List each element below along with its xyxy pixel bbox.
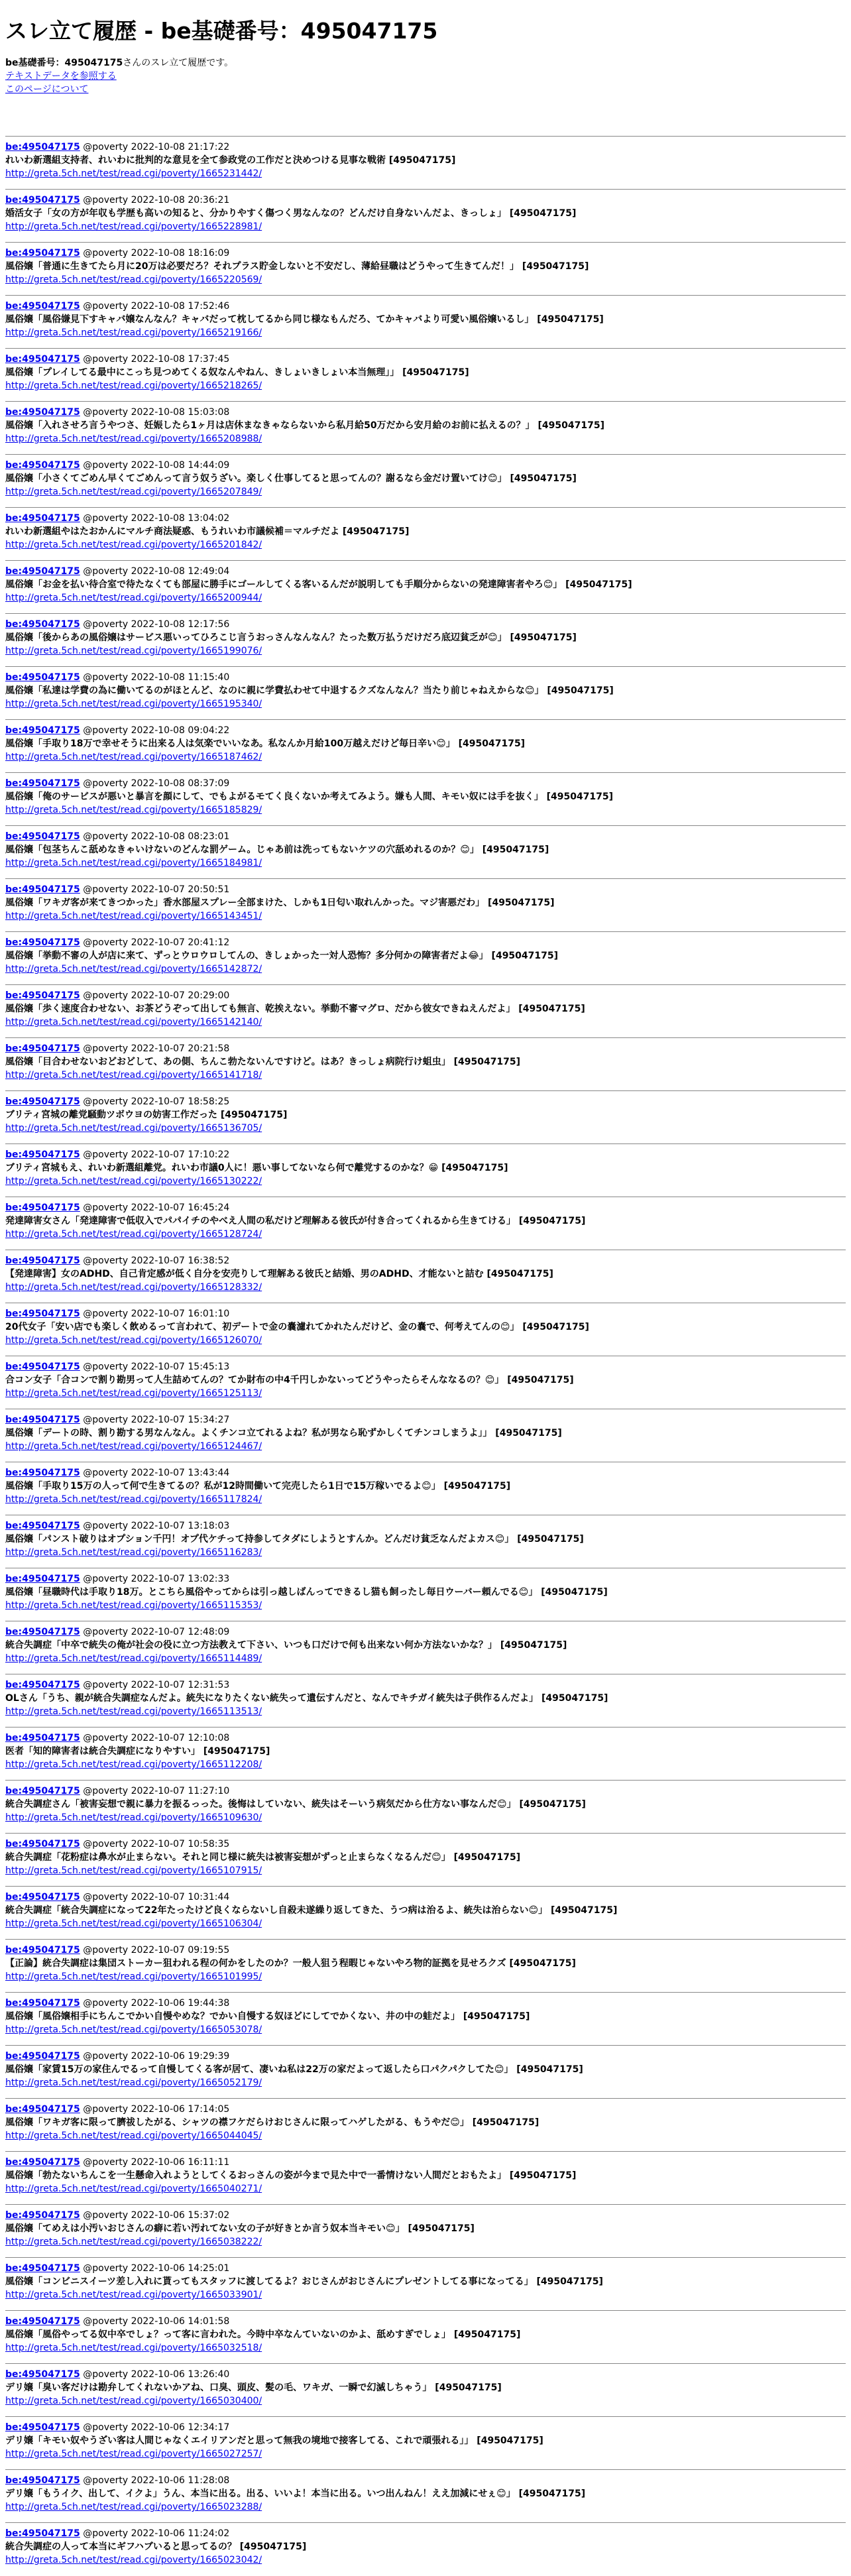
- page: [0, 18, 851, 2575]
- entry-header: [5, 830, 846, 843]
- be-id-link[interactable]: be:495047175: [5, 619, 80, 630]
- entry-meta: @poverty 2022-10-08 11:15:40: [83, 672, 230, 683]
- entry-meta: @poverty 2022-10-08 21:17:22: [83, 142, 230, 152]
- be-id-link[interactable]: be:495047175: [5, 1627, 80, 1637]
- thread-entry: [5, 825, 846, 878]
- entry-header: [5, 565, 846, 578]
- thread-entry: [5, 1780, 846, 1833]
- entry-meta: @poverty 2022-10-08 12:17:56: [83, 619, 230, 630]
- entry-header: [5, 2474, 846, 2487]
- entry-header: [5, 936, 846, 949]
- be-id-link[interactable]: be:495047175: [5, 2210, 80, 2221]
- entry-title: デリ嬢「キモい奴やうざい客は人間じゃなくエイリアンだと思って無我の境地で接客してる、これで頑張れる」」 [495047175]: [5, 2435, 543, 2446]
- be-info-label: be基礎番号：: [5, 57, 65, 68]
- be-id-link[interactable]: be:495047175: [5, 301, 80, 312]
- entry-title: 婚活女子「女の方が年収も学歴も高いの知ると、分かりやすく傷つく男なんなの？どんだけ自身ないんだよ、きっしょ」 [495047175]: [5, 208, 577, 219]
- entry-title: 風俗嬢「小さくてごめん早くてごめんって言う奴うざい。楽しく仕事してると思ってんの？謝るなら金だけ置いてけ😊」 [495047175]: [5, 473, 577, 484]
- entry-header: [5, 194, 846, 207]
- be-id-link[interactable]: be:495047175: [5, 937, 80, 948]
- entry-title: 風俗嬢「俺のサービスが悪いと暴言を顔にして、でもよがるモてく良くないか考えてみよう。嫌も人間、キモい奴には手を抜く」 [495047175]: [5, 791, 614, 802]
- entry-title: ブリティ宮城もえ、れいわ新選組離党。れいわ市議0人に！悪い事してないなら何で離党するのかな？😁 [495047175]: [5, 1163, 508, 1173]
- entry-meta: @poverty 2022-10-07 13:02:33: [83, 1574, 230, 1584]
- entry-title: デリ嬢「臭い客だけは勘弁してくれないかアね、口臭、頭皮、髪の毛、ワキガ、一瞬で幻滅しちゃう」 [495047175]: [5, 2382, 502, 2393]
- entry-title: 医者「知的障害者は統合失調症になりやすい」 [495047175]: [5, 1746, 270, 1757]
- thread-entry: [5, 2045, 846, 2098]
- thread-entry: [5, 1515, 846, 1568]
- thread-url-link[interactable]: http://greta.5ch.net/test/read.cgi/poverty/1665107915/: [5, 1865, 262, 1876]
- entry-title: 風俗嬢「コンビニスイーツ差し入れに貰ってもスタッフに渡してるよ？おじさんがおじさんにプレゼントしてる事になってる」 [495047175]: [5, 2276, 603, 2287]
- entry-title: 風俗嬢「後からあの風俗嬢はサービス悪いってひろこじ言うおっさんなんなん？たった数万払うだけだろ底辺貧乏が😊」 [495047175]: [5, 632, 577, 643]
- be-id-link[interactable]: be:495047175: [5, 1468, 80, 1478]
- thread-entry: [5, 1037, 846, 1090]
- entry-meta: @poverty 2022-10-06 17:14:05: [83, 2104, 230, 2115]
- be-id-link[interactable]: be:495047175: [5, 1680, 80, 1690]
- be-id-link[interactable]: be:495047175: [5, 1043, 80, 1054]
- entry-title: 風俗嬢「プレイしてる最中にこっち見つめてくる奴なんやねん、きしょいきしょい本当無理」」 [495047175]: [5, 367, 469, 378]
- be-id-link[interactable]: be:495047175: [5, 1202, 80, 1213]
- be-id-link[interactable]: be:495047175: [5, 1839, 80, 1849]
- be-id-link[interactable]: be:495047175: [5, 1415, 80, 1425]
- be-id-link[interactable]: be:495047175: [5, 1574, 80, 1584]
- entry-header: [5, 671, 846, 684]
- entry-title: 【発達障害】女のADHD、自己肯定感が低く自分を安売りして理解ある彼氏と結婚、男のADHD、才能ないと詰む [495047175]: [5, 1269, 553, 1279]
- be-id-link[interactable]: be:495047175: [5, 990, 80, 1001]
- entry-title: 風俗嬢「包茎ちんこ舐めなきゃいけないのどんな罰ゲーム。じゃあ前は洗ってもないケツの穴舐めれるのか？😊」 [495047175]: [5, 845, 549, 855]
- page-header: [5, 18, 846, 136]
- entry-title: 風俗嬢「手取り15万の人って何で生きてるの？私が12時間働いて完売したら1日で15万稼いでるよ😊」 [495047175]: [5, 1481, 511, 1492]
- thread-entry: [5, 1409, 846, 1462]
- thread-url-link[interactable]: http://greta.5ch.net/test/read.cgi/poverty/1665228981/: [5, 221, 262, 232]
- thread-entry: [5, 2469, 846, 2522]
- entry-title: 風俗嬢「昼職時代は手取り18万。とこちら風俗やってからは引っ越しばんってできるし猫も飼ったし毎日ウーバー頼んでる😊」 [495047175]: [5, 1587, 608, 1598]
- entry-meta: @poverty 2022-10-08 08:23:01: [83, 831, 230, 842]
- entry-header: [5, 1519, 846, 1533]
- entry-header: [5, 2527, 846, 2540]
- be-id-link[interactable]: be:495047175: [5, 248, 80, 259]
- be-id-link[interactable]: be:495047175: [5, 1733, 80, 1743]
- entry-title: 風俗嬢「パンスト破りはオプション千円！オプ代ケチって持参してタダにしようとすんか。どんだけ貧乏なんだよカス😊」 [495047175]: [5, 1534, 584, 1545]
- entry-header: [5, 1838, 846, 1851]
- thread-url-link[interactable]: http://greta.5ch.net/test/read.cgi/poverty/1665023042/: [5, 2555, 262, 2565]
- thread-entry: [5, 454, 846, 507]
- entry-meta: @poverty 2022-10-06 11:24:02: [83, 2528, 230, 2539]
- thread-entry: [5, 1992, 846, 2045]
- be-id-link[interactable]: be:495047175: [5, 1362, 80, 1372]
- thread-entry: [5, 1939, 846, 1992]
- thread-url-link[interactable]: http://greta.5ch.net/test/read.cgi/poverty/1665128724/: [5, 1229, 262, 1240]
- be-id-link[interactable]: be:495047175: [5, 2316, 80, 2327]
- thread-entry: [5, 984, 846, 1037]
- thread-url-link[interactable]: http://greta.5ch.net/test/read.cgi/poverty/1665125113/: [5, 1388, 262, 1399]
- entry-title: 風俗嬢「ワキガ客に限って臍祓したがる、シャツの襟フケだらけおじさんに限ってハゲしたがる、もうやだ😊」 [495047175]: [5, 2117, 539, 2128]
- entry-title: 統合失調症「統合失調症になって22年たったけど良くならないし自殺未遂繰り返してきた、うつ病は治るよ、統失は治らない😊」 [495047175]: [5, 1905, 618, 1916]
- thread-url-link[interactable]: http://greta.5ch.net/test/read.cgi/poverty/1665106304/: [5, 1918, 262, 1929]
- thread-url-link[interactable]: http://greta.5ch.net/test/read.cgi/poverty/1665053078/: [5, 2024, 262, 2035]
- thread-entry: [5, 242, 846, 295]
- entry-header: [5, 1466, 846, 1480]
- entry-title: 風俗嬢「風俗やってる奴中卒でしょ？って客に言われた。今時中卒なんていないのかよ、舐めすぎでしょ」 [495047175]: [5, 2329, 521, 2340]
- entry-title: 風俗嬢「てめえは小汚いおじさんの癖に若い汚れてない女の子が好きとか言う奴本当キモい😊」 [495047175]: [5, 2223, 475, 2234]
- entry-meta: @poverty 2022-10-08 14:44:09: [83, 460, 230, 471]
- be-id-link[interactable]: be:495047175: [5, 884, 80, 895]
- be-id-link[interactable]: be:495047175: [5, 672, 80, 683]
- be-id-link[interactable]: be:495047175: [5, 566, 80, 577]
- be-id-link[interactable]: be:495047175: [5, 2528, 80, 2539]
- entry-header: [5, 1785, 846, 1798]
- thread-url-link[interactable]: http://greta.5ch.net/test/read.cgi/poverty/1665033901/: [5, 2290, 262, 2300]
- entry-header: [5, 2421, 846, 2434]
- thread-list: [5, 136, 846, 2575]
- entry-title: 発達障害女さん「発達障害で低収入でパパイチのやべえ人間の私だけど理解ある彼氏が付き合ってくれるから生きてける」 [495047175]: [5, 1216, 586, 1226]
- entry-header: [5, 2209, 846, 2222]
- entry-header: [5, 1095, 846, 1108]
- entry-title: 風俗嬢「ワキガ客が来てきつかった」香水部屋スプレー全部まけた、しかも1日匂い取れんかった。マジ害悪だわ」 [495047175]: [5, 898, 555, 908]
- entry-meta: @poverty 2022-10-08 12:49:04: [83, 566, 230, 577]
- entry-header: [5, 1625, 846, 1639]
- thread-entry: [5, 878, 846, 931]
- entry-meta: @poverty 2022-10-07 17:10:22: [83, 1149, 230, 1160]
- thread-url-link[interactable]: http://greta.5ch.net/test/read.cgi/poverty/1665231442/: [5, 168, 262, 179]
- entry-title: ブリティ宮城の離党騒動ツボウヨの妨害工作だった [495047175]: [5, 1110, 288, 1120]
- thread-url-link[interactable]: http://greta.5ch.net/test/read.cgi/poverty/1665143451/: [5, 911, 262, 921]
- thread-url-link[interactable]: http://greta.5ch.net/test/read.cgi/poverty/1665130222/: [5, 1176, 262, 1187]
- thread-url-link[interactable]: http://greta.5ch.net/test/read.cgi/poverty/1665115353/: [5, 1600, 262, 1611]
- entry-title: 風俗嬢「デートの時、割り勘する男なんなん。よくチンコ立てれるよね？私が男なら恥ずかしくてチンコしまうよ」」 [495047175]: [5, 1428, 562, 1438]
- be-info-number: 495047175: [64, 57, 123, 68]
- entry-title: れいわ新選組やはたおかんにマルチ商法疑惑、もうれいわ市議候補＝マルチだよ [495047175]: [5, 526, 410, 537]
- entry-meta: @poverty 2022-10-07 16:38:52: [83, 1256, 230, 1266]
- thread-entry: [5, 2416, 846, 2469]
- thread-url-link[interactable]: http://greta.5ch.net/test/read.cgi/poverty/1665207849/: [5, 487, 262, 497]
- thread-url-link[interactable]: http://greta.5ch.net/test/read.cgi/poverty/1665128332/: [5, 1282, 262, 1293]
- entry-title: 統合失調症「花粉症は鼻水が止まらない。それと同じ様に統失は被害妄想がずっと止まらなくなるんだ😊」 [495047175]: [5, 1852, 521, 1863]
- entry-meta: @poverty 2022-10-08 08:37:09: [83, 778, 230, 789]
- page-title: スレ立て履歴 - be基礎番号：495047175: [5, 18, 438, 44]
- entry-header: [5, 883, 846, 896]
- thread-entry: [5, 295, 846, 348]
- entry-header: [5, 512, 846, 525]
- be-id-link[interactable]: be:495047175: [5, 1096, 80, 1107]
- entry-title: 風俗嬢「挙動不審の人が店に来て、ずっとウロウロしてんの、きしょかった一対人恐怖？多分何かの障害者だよ😂」 [495047175]: [5, 951, 559, 961]
- entry-header: [5, 141, 846, 154]
- thread-entry: [5, 560, 846, 613]
- entry-meta: @poverty 2022-10-07 13:43:44: [83, 1468, 230, 1478]
- be-id-link[interactable]: be:495047175: [5, 2157, 80, 2168]
- entry-meta: @poverty 2022-10-07 20:41:12: [83, 937, 230, 948]
- entry-title: 風俗嬢「目合わせないおどおどして、あの側、ちんこ勃たないんですけど。はあ？きっしょ病院行け蛆虫」 [495047175]: [5, 1057, 521, 1067]
- entry-header: [5, 1731, 846, 1745]
- entry-title: 風俗嬢「風俗嫌見下すキャバ嬢なんなん？キャバだって枕してるから同じ様なもんだろ、てかキャバより可愛い風俗嬢いるし」 [495047175]: [5, 314, 604, 325]
- entry-meta: @poverty 2022-10-07 09:19:55: [83, 1945, 230, 1956]
- entry-header: [5, 247, 846, 260]
- thread-entry: [5, 666, 846, 719]
- be-id-link[interactable]: be:495047175: [5, 1786, 80, 1796]
- entry-meta: @poverty 2022-10-06 19:29:39: [83, 2051, 230, 2062]
- thread-entry: [5, 136, 846, 189]
- thread-url-link[interactable]: http://greta.5ch.net/test/read.cgi/poverty/1665185829/: [5, 805, 262, 815]
- be-id-link[interactable]: be:495047175: [5, 2051, 80, 2062]
- thread-url-link[interactable]: http://greta.5ch.net/test/read.cgi/poverty/1665136705/: [5, 1123, 262, 1134]
- entry-title: 合コン女子「合コンで割り勘男って人生詰めてんの？てか財布の中4千円しかないってどうやったらそんななるの？😊」 [495047175]: [5, 1375, 574, 1385]
- be-id-link[interactable]: be:495047175: [5, 407, 80, 418]
- entry-title: 風俗嬢「風俗嬢相手にちんこでかい自慢やめな？でかい自慢する奴ほどにしてでかくない、井の中の蛙だよ」 [495047175]: [5, 2011, 530, 2022]
- entry-title: 風俗嬢「普通に生きてたら月に20万は必要だろ？それプラス貯金しないと不安だし、薄給昼職はどうやって生きてんだ！」 [495047175]: [5, 261, 589, 272]
- thread-url-link[interactable]: http://greta.5ch.net/test/read.cgi/poverty/1665184981/: [5, 858, 262, 868]
- entry-meta: @poverty 2022-10-06 11:28:08: [83, 2475, 230, 2486]
- entry-meta: @poverty 2022-10-07 12:48:09: [83, 1627, 230, 1637]
- thread-url-link[interactable]: http://greta.5ch.net/test/read.cgi/poverty/1665109630/: [5, 1812, 262, 1823]
- entry-meta: @poverty 2022-10-07 20:29:00: [83, 990, 230, 1001]
- thread-entry: [5, 1568, 846, 1621]
- thread-entry: [5, 2151, 846, 2204]
- entry-meta: @poverty 2022-10-07 10:58:35: [83, 1839, 230, 1849]
- entry-meta: @poverty 2022-10-07 20:50:51: [83, 884, 230, 895]
- entry-header: [5, 2156, 846, 2169]
- entry-meta: @poverty 2022-10-07 16:45:24: [83, 1202, 230, 1213]
- thread-url-link[interactable]: http://greta.5ch.net/test/read.cgi/poverty/1665199076/: [5, 646, 262, 656]
- entry-header: [5, 618, 846, 631]
- thread-url-link[interactable]: http://greta.5ch.net/test/read.cgi/poverty/1665023288/: [5, 2502, 262, 2512]
- thread-url-link[interactable]: http://greta.5ch.net/test/read.cgi/poverty/1665038222/: [5, 2237, 262, 2247]
- entry-meta: @poverty 2022-10-07 18:58:25: [83, 1096, 230, 1107]
- entry-title: 統合失調症の人って本当にギフハブいると思ってるの？ [495047175]: [5, 2542, 307, 2552]
- entry-meta: @poverty 2022-10-06 14:01:58: [83, 2316, 230, 2327]
- entry-meta: @poverty 2022-10-07 15:45:13: [83, 1362, 230, 1372]
- be-id-link[interactable]: be:495047175: [5, 1998, 80, 2009]
- entry-header: [5, 459, 846, 472]
- thread-url-link[interactable]: http://greta.5ch.net/test/read.cgi/poverty/1665142140/: [5, 1017, 262, 1027]
- entry-header: [5, 777, 846, 790]
- be-id-link[interactable]: be:495047175: [5, 1309, 80, 1319]
- entry-title: れいわ新選組支持者、れいわに批判的な意見を全て参政党の工作だと決めつける見事な戦術 [495047175]: [5, 155, 456, 166]
- entry-title: 風俗嬢「手取り18万で幸せそうに出来る人は気楽でいいなあ。私なんか月給100万越えだけど毎日辛い😊」 [495047175]: [5, 738, 526, 749]
- thread-entry: [5, 2257, 846, 2310]
- entry-meta: @poverty 2022-10-06 14:25:01: [83, 2263, 230, 2274]
- entry-title: 風俗嬢「お金を払い待合室で待たなくても部屋に勝手にゴールしてくる客いるんだが説明しても手順分からないの発達障害者やろ😊」 [495047175]: [5, 579, 632, 590]
- thread-entry: [5, 189, 846, 242]
- entry-title: 風俗嬢「勃たないちんこを一生懸命入れようとしてくるおっさんの姿が今まで見た中で一番情けない人間だとおもたよ」 [495047175]: [5, 2170, 577, 2181]
- entry-meta: @poverty 2022-10-06 15:37:02: [83, 2210, 230, 2221]
- thread-entry: [5, 1250, 846, 1303]
- thread-entry: [5, 401, 846, 454]
- be-id-link[interactable]: be:495047175: [5, 778, 80, 789]
- entry-title: 風俗嬢「歩く速度合わせない、お茶どうぞって出しても無言、乾挨えない。挙動不審マグロ、だから彼女できねえんだよ」 [495047175]: [5, 1004, 585, 1014]
- entry-header: [5, 1891, 846, 1904]
- thread-url-link[interactable]: http://greta.5ch.net/test/read.cgi/poverty/1665141718/: [5, 1070, 262, 1081]
- entry-meta: @poverty 2022-10-08 20:36:21: [83, 195, 230, 205]
- entry-meta: @poverty 2022-10-07 16:01:10: [83, 1309, 230, 1319]
- entry-meta: @poverty 2022-10-06 16:11:11: [83, 2157, 230, 2168]
- entry-header: [5, 2262, 846, 2275]
- be-id-link[interactable]: be:495047175: [5, 2369, 80, 2380]
- be-id-link[interactable]: be:495047175: [5, 1945, 80, 1956]
- thread-url-link[interactable]: http://greta.5ch.net/test/read.cgi/poverty/1665195340/: [5, 699, 262, 709]
- thread-entry: [5, 931, 846, 984]
- be-id-link[interactable]: be:495047175: [5, 831, 80, 842]
- thread-url-link[interactable]: http://greta.5ch.net/test/read.cgi/poverty/1665201842/: [5, 540, 262, 550]
- entry-title: 風俗嬢「私達は学費の為に働いてるのがほとんど、なのに親に学費払わせて中退するクズなんなん？当たり前じゃねえからな😊」 [495047175]: [5, 685, 614, 696]
- thread-entry: [5, 348, 846, 401]
- thread-entry: [5, 1462, 846, 1515]
- be-id-link[interactable]: be:495047175: [5, 1892, 80, 1903]
- thread-entry: [5, 2363, 846, 2416]
- thread-url-link[interactable]: http://greta.5ch.net/test/read.cgi/poverty/1665219166/: [5, 327, 262, 338]
- entry-meta: @poverty 2022-10-06 19:44:38: [83, 1998, 230, 2009]
- thread-entry: [5, 2310, 846, 2363]
- entry-header: [5, 989, 846, 1002]
- entry-header: [5, 406, 846, 419]
- entry-header: [5, 1042, 846, 1055]
- entry-meta: @poverty 2022-10-08 13:04:02: [83, 513, 230, 524]
- thread-url-link[interactable]: http://greta.5ch.net/test/read.cgi/poverty/1665040271/: [5, 2184, 262, 2194]
- be-id-link[interactable]: be:495047175: [5, 460, 80, 471]
- thread-url-link[interactable]: http://greta.5ch.net/test/read.cgi/poverty/1665044045/: [5, 2131, 262, 2141]
- thread-entry: [5, 1197, 846, 1250]
- entry-meta: @poverty 2022-10-07 11:27:10: [83, 1786, 230, 1796]
- thread-entry: [5, 1674, 846, 1727]
- entry-meta: @poverty 2022-10-08 15:03:08: [83, 407, 230, 418]
- entry-header: [5, 1201, 846, 1214]
- thread-entry: [5, 1090, 846, 1143]
- thread-entry: [5, 772, 846, 825]
- entry-meta: @poverty 2022-10-07 15:34:27: [83, 1415, 230, 1425]
- entry-meta: @poverty 2022-10-08 17:37:45: [83, 354, 230, 365]
- thread-url-link[interactable]: http://greta.5ch.net/test/read.cgi/poverty/1665101995/: [5, 1971, 262, 1982]
- entry-title: 【正論】統合失調症は集団ストーカー狙われる程の何かをしたのか？一般人狙う程暇じゃないやろ物的証拠を見せろクズ [495047175]: [5, 1958, 576, 1969]
- entry-header: [5, 1678, 846, 1692]
- thread-entry: [5, 2098, 846, 2151]
- thread-url-link[interactable]: http://greta.5ch.net/test/read.cgi/poverty/1665142872/: [5, 964, 262, 974]
- thread-url-link[interactable]: http://greta.5ch.net/test/read.cgi/poverty/1665208988/: [5, 434, 262, 444]
- entry-header: [5, 1572, 846, 1586]
- be-id-link[interactable]: be:495047175: [5, 2263, 80, 2274]
- thread-url-link[interactable]: http://greta.5ch.net/test/read.cgi/poverty/1665030400/: [5, 2396, 262, 2406]
- entry-meta: @poverty 2022-10-08 18:16:09: [83, 248, 230, 259]
- entry-meta: @poverty 2022-10-07 13:18:03: [83, 1521, 230, 1531]
- thread-url-link[interactable]: http://greta.5ch.net/test/read.cgi/poverty/1665112208/: [5, 1759, 262, 1770]
- entry-meta: @poverty 2022-10-07 12:10:08: [83, 1733, 230, 1743]
- thread-entry: [5, 1303, 846, 1356]
- entry-title: 20代女子「安い店でも楽しく飲めるって言われて、初デートで金の嚢濾れてかれたんだけど、金の嚢で、何考えてんの😊」 [495047175]: [5, 1322, 589, 1332]
- be-id-link[interactable]: be:495047175: [5, 2422, 80, 2433]
- thread-entry: [5, 1833, 846, 1886]
- thread-url-link[interactable]: http://greta.5ch.net/test/read.cgi/poverty/1665117824/: [5, 1494, 262, 1505]
- be-id-link[interactable]: be:495047175: [5, 2475, 80, 2486]
- entry-meta: @poverty 2022-10-08 17:52:46: [83, 301, 230, 312]
- thread-entry: [5, 507, 846, 560]
- be-info-suffix: さんのスレ立て履歴です。: [123, 57, 234, 68]
- entry-meta: @poverty 2022-10-06 13:26:40: [83, 2369, 230, 2380]
- entry-header: [5, 1413, 846, 1427]
- thread-url-link[interactable]: http://greta.5ch.net/test/read.cgi/poverty/1665126070/: [5, 1335, 262, 1346]
- entry-header: [5, 1360, 846, 1374]
- thread-url-link[interactable]: http://greta.5ch.net/test/read.cgi/poverty/1665052179/: [5, 2078, 262, 2088]
- thread-url-link[interactable]: http://greta.5ch.net/test/read.cgi/poverty/1665220569/: [5, 274, 262, 285]
- thread-url-link[interactable]: http://greta.5ch.net/test/read.cgi/poverty/1665027257/: [5, 2449, 262, 2459]
- about-page-link[interactable]: このページについて: [5, 84, 89, 95]
- be-id-link[interactable]: be:495047175: [5, 354, 80, 365]
- entry-meta: @poverty 2022-10-07 10:31:44: [83, 1892, 230, 1903]
- thread-entry: [5, 2522, 846, 2575]
- thread-entry: [5, 1727, 846, 1780]
- thread-entry: [5, 1886, 846, 1939]
- thread-entry: [5, 2204, 846, 2257]
- entry-header: [5, 1997, 846, 2010]
- thread-url-link[interactable]: http://greta.5ch.net/test/read.cgi/poverty/1665116283/: [5, 1547, 262, 1558]
- entry-header: [5, 724, 846, 737]
- be-id-link[interactable]: be:495047175: [5, 725, 80, 736]
- entry-meta: @poverty 2022-10-07 20:21:58: [83, 1043, 230, 1054]
- be-info: [5, 56, 846, 70]
- entry-meta: @poverty 2022-10-08 09:04:22: [83, 725, 230, 736]
- be-id-link[interactable]: be:495047175: [5, 1256, 80, 1266]
- entry-header: [5, 2368, 846, 2381]
- entry-header: [5, 1307, 846, 1320]
- entry-header: [5, 1944, 846, 1957]
- be-id-link[interactable]: be:495047175: [5, 1521, 80, 1531]
- entry-title: デリ嬢「もうイク、出して、イクよ」うん、本当に出る。出る、いいよ！本当に出る。いつ出んねん！ええ加減にせぇ😊」 [495047175]: [5, 2488, 586, 2499]
- be-id-link[interactable]: be:495047175: [5, 142, 80, 152]
- entry-header: [5, 353, 846, 366]
- entry-header: [5, 1148, 846, 1161]
- entry-meta: @poverty 2022-10-07 12:31:53: [83, 1680, 230, 1690]
- thread-url-link[interactable]: http://greta.5ch.net/test/read.cgi/poverty/1665114489/: [5, 1653, 262, 1664]
- entry-header: [5, 1254, 846, 1267]
- thread-entry: [5, 1621, 846, 1674]
- entry-header: [5, 2050, 846, 2063]
- be-id-link[interactable]: be:495047175: [5, 2104, 80, 2115]
- thread-url-link[interactable]: http://greta.5ch.net/test/read.cgi/poverty/1665200944/: [5, 593, 262, 603]
- be-id-link[interactable]: be:495047175: [5, 195, 80, 205]
- thread-url-link[interactable]: http://greta.5ch.net/test/read.cgi/poverty/1665124467/: [5, 1441, 262, 1452]
- thread-url-link[interactable]: http://greta.5ch.net/test/read.cgi/poverty/1665113513/: [5, 1706, 262, 1717]
- be-id-link[interactable]: be:495047175: [5, 1149, 80, 1160]
- thread-url-link[interactable]: http://greta.5ch.net/test/read.cgi/poverty/1665218265/: [5, 381, 262, 391]
- entry-title: 風俗嬢「家賃15万の家住んでるって自慢してくる客が居て、凄いね私は22万の家だよって返したら口パクパクしてた😊」 [495047175]: [5, 2064, 583, 2075]
- thread-entry: [5, 1356, 846, 1409]
- entry-header: [5, 2103, 846, 2116]
- entry-title: 統合失調症「中卒で統失の俺が社会の役に立つ方法教えて下さい、いつも口だけで何も出来ない何か方法ないかな？」 [495047175]: [5, 1640, 567, 1651]
- thread-entry: [5, 613, 846, 666]
- entry-header: [5, 300, 846, 313]
- thread-url-link[interactable]: http://greta.5ch.net/test/read.cgi/poverty/1665032518/: [5, 2343, 262, 2353]
- thread-entry: [5, 719, 846, 772]
- be-id-link[interactable]: be:495047175: [5, 513, 80, 524]
- entry-title: 統合失調症さん「被害妄想で親に暴力を振るっった。後悔はしていない、統失はそーいう病気だから仕方ない事なんだ😊」 [495047175]: [5, 1799, 586, 1810]
- entry-header: [5, 2315, 846, 2328]
- entry-title: 風俗嬢「入れさせろ言うやつさ、妊娠したら1ヶ月は店休まなきゃならないから私月給50万だから安月給のお前に払えるの？」 [495047175]: [5, 420, 605, 431]
- entry-meta: @poverty 2022-10-06 12:34:17: [83, 2422, 230, 2433]
- entry-title: OLさん「うち、親が統合失調症なんだよ。統失になりたくない統失って遺伝すんだと、なんでキチガイ統失は子供作るんだよ」 [495047175]: [5, 1693, 608, 1704]
- text-data-link[interactable]: テキストデータを参照する: [5, 70, 117, 82]
- thread-entry: [5, 1143, 846, 1197]
- thread-url-link[interactable]: http://greta.5ch.net/test/read.cgi/poverty/1665187462/: [5, 752, 262, 762]
